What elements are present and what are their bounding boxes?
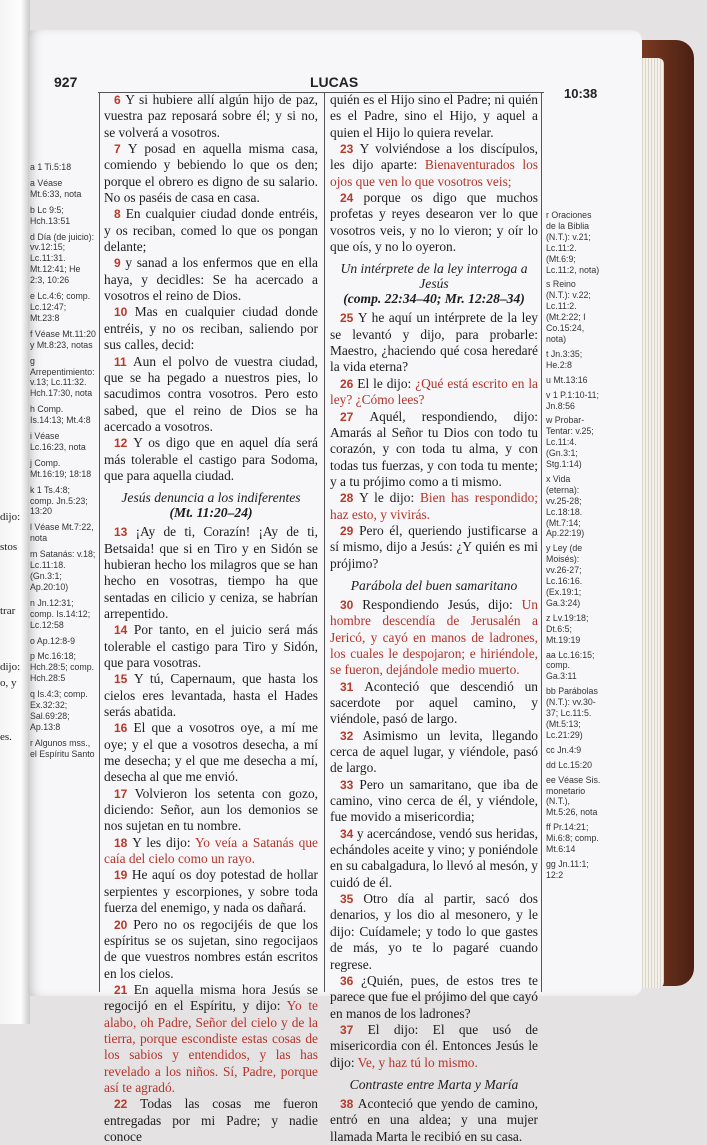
verse (104, 786, 318, 835)
verse-text: y acercándose, vendó sus heridas, echándoles aceite y vino; y poniéndole en su cabalgadura, lo llevó al mesón, y cuidó de él. (330, 825, 538, 890)
verse-text: porque os digo que muchos profetas y reyes desearon ver lo que vosotros veis, y no lo vieron; y oír lo que oís, y no lo oyeron. (330, 190, 539, 255)
verse-text: Aun el polvo de vuestra ciudad, que se ha pegado a nuestros pies, lo sacudimos contra vosotros. Pero esto sabed, que el reino de Dios se ha acercado a vosotros. (104, 353, 318, 434)
verse (104, 92, 318, 141)
cross-reference: aa Lc.16:15; comp. Ga.3:11 (546, 649, 595, 682)
verse (104, 835, 318, 868)
verse (104, 141, 318, 206)
verse-number: 31 (340, 679, 365, 694)
verse-text: Y os digo que en aquel día será más tolerable el castigo para Sodoma, que para aquella ciudad. (104, 435, 318, 483)
narration-text: En aquella misma hora Jesús se regocijó en el Espíritu, y dijo: (104, 981, 318, 1014)
verse-number: 21 (114, 982, 134, 997)
verse-number: 13 (114, 525, 136, 540)
cross-reference: bb Parábolas (N.T.): vv.30-37; Lc.11:5. (Mt.5:13; Lc.21:29) (546, 686, 598, 740)
verse-text: ¿Quién, pues, de estos tres te parece que fue el prójimo del que cayó en manos de los ladrones? (330, 972, 538, 1021)
cross-reference: a 1 Ti.5:18 (30, 162, 72, 172)
verse (330, 310, 538, 375)
verse-text: Y tú, Capernaum, que hasta los cielos eres levantada, hasta el Hades serás abatida. (104, 671, 318, 720)
cross-reference: r Algunos mss., el Espíritu Santo (30, 737, 95, 759)
verse (330, 190, 538, 255)
verse (330, 376, 538, 409)
cross-reference: o Ap.12:8-9 (30, 635, 75, 646)
verse (330, 826, 538, 891)
verse-number: 20 (114, 917, 134, 932)
verse (104, 304, 318, 353)
words-of-jesus: Bien has respondido; haz esto, y vivirás. (330, 490, 538, 522)
cross-reference: z Lv.19:18; Dt.6:5; Mt.19:19 (546, 612, 589, 645)
cross-reference: a Véase Mt.6:33, nota (30, 177, 82, 199)
verse-number: 11 (114, 354, 133, 369)
bible-page (28, 30, 642, 1144)
verse-number: 32 (340, 728, 363, 743)
column-rule (324, 92, 325, 992)
verse-number: 7 (114, 142, 128, 157)
cross-reference: e Lc.4:6; comp. Lc.12:47; Mt.23:8 (30, 291, 91, 323)
verse-number: 35 (340, 892, 364, 907)
verse (104, 867, 318, 916)
verse (330, 891, 538, 973)
verse-number: 14 (114, 623, 134, 638)
narration-text: Y le dijo: (359, 490, 420, 506)
text-column-2 (330, 92, 538, 1145)
verse (104, 354, 318, 436)
section-title: Contraste entre Marta y María (349, 1076, 519, 1092)
verse (104, 720, 318, 785)
cross-reference: cc Jn.4:9 (546, 744, 582, 755)
cross-reference: r Oraciones de la Biblia (N.T.): v.21; Lc.11:2. (Mt.6:9; Lc.11:2, nota) (546, 210, 600, 275)
verse-number: 10 (114, 305, 135, 320)
verse-number: 9 (114, 256, 126, 271)
narration-text: Respondiendo Jesús, dijo: (362, 596, 522, 612)
verse (104, 255, 318, 304)
verse-number: 18 (114, 835, 133, 850)
verse-number: 36 (340, 973, 362, 988)
verse (104, 206, 318, 255)
section-heading (330, 578, 538, 593)
verse-text: Pero un samaritano, que iba de camino, vino cerca de él, y viéndole, fue movido a misericordia; (330, 776, 538, 825)
words-of-jesus: ¿Qué está escrito en la ley? ¿Cómo lees? (330, 375, 538, 408)
facing-text: es. (0, 731, 12, 743)
verse-number: 29 (340, 523, 360, 538)
parallel-reference: (Mt. 11:20–24) (169, 505, 253, 521)
words-of-jesus: Ve, y haz tú lo mismo. (357, 1054, 478, 1070)
cross-reference: k 1 Ts.4:8; comp. Jn.5:23; 13:20 (30, 484, 88, 517)
facing-text: stos (0, 541, 18, 553)
chapter-reference: 10:38 (564, 86, 598, 101)
cross-reference: m Satanás: v.18; Lc.11:18. (Gn.3:1; Ap.20:10) (30, 549, 96, 592)
verse-number: 6 (114, 93, 126, 107)
cross-reference: s Reino (N.T.): v.22; Lc.11:2. (Mt.2:22; I Co.15:24, nota) (546, 279, 591, 344)
verse (330, 777, 538, 826)
cross-reference: f Véase Mt.11:20 y Mt.8:23, notas (30, 328, 96, 350)
cross-reference: x Vida (eterna): vv.25-28; Lc.18:18. (Mt.7:14; Ap.22:19) (546, 473, 585, 539)
verse-text: ¡Ay de ti, Corazín! ¡Ay de ti, Betsaida! que si en Tiro y en Sidón se hubieran hecho los milagros que se han hecho en vosotras, tiempo ha que sentadas en cilicio y ceniza, se habrían arrepentido. (104, 524, 318, 621)
cross-reference: v 1 P.1:10-11; Jn.8:56 (546, 389, 599, 411)
cross-reference: j Comp. Mt.16:19; 18:18 (30, 457, 92, 479)
verse-text: Por tanto, en el juicio será más tolerable el castigo para Tiro y Sidón, que para vosotras. (104, 622, 318, 670)
verse (330, 597, 538, 679)
cross-reference: q Is.4:3; comp. Ex.32:32; Sal.69:28; Ap.13:8 (30, 689, 88, 732)
words-of-jesus: Yo veía a Satanás que caía del cielo como un rayo. (104, 834, 318, 867)
facing-text: dijo: (0, 511, 21, 523)
verse (104, 671, 318, 720)
verse-text: Aquél, respondiendo, dijo: Amarás al Señor tu Dios con todo tu corazón, y con toda tu alma, y con todas tus fuerzas, y con toda tu mente; y a tu prójimo como a ti mismo. (330, 408, 538, 489)
facing-text: trar (0, 605, 16, 617)
verse (104, 435, 318, 484)
cross-reference: l Véase Mt.7:22, nota (30, 522, 94, 544)
verse (104, 982, 318, 1096)
cross-reference: dd Lc.15:20 (546, 759, 592, 770)
verse (330, 973, 538, 1022)
verse-text: y sanad a los enfermos que en ella haya, y decidles: Se ha acercado a vosotros el reino de Dios. (104, 255, 318, 304)
verse (330, 523, 538, 572)
verse-number: 37 (340, 1022, 368, 1037)
narration-text: Y les dijo: (132, 834, 195, 850)
cross-reference: w Probar-Tentar: v.25; Lc.11:4. (Gn.3:1; Stg.1:14) (546, 415, 594, 470)
verse-text: Mas en cualquier ciudad donde entréis, y no os reciban, saliendo por sus calles, decid: (104, 304, 318, 353)
verse-text: Y si hubiere allí algún hijo de paz, vuestra paz reposará sobre él; y si no, se volverá a vosotros. (104, 92, 318, 140)
verse (104, 524, 318, 622)
verse-text: El que a vosotros oye, a mí me oye; y el que a vosotros desecha, a mí me desecha; y el que me desecha a mí, desecha al que me envió. (104, 720, 318, 785)
column-rule (541, 92, 542, 992)
words-of-jesus: Yo te alabo, oh Padre, Señor del cielo y de la tierra, porque escondiste estas cosas de los sabios y entendidos, y las has revelado a los niños. Sí, Padre, porque así te agradó. (104, 998, 318, 1095)
verse-number: 26 (340, 376, 358, 391)
verse (330, 728, 538, 777)
verse-text: Pero no os regocijéis de que los espíritus se os sujetan, sino regocijaos de que vuestros nombres están escritos en los cielos. (104, 916, 318, 981)
verse-number: 15 (114, 672, 135, 687)
verse (104, 1096, 318, 1145)
verse-number: 38 (340, 1096, 358, 1111)
verse-number: 8 (114, 207, 126, 222)
section-heading (330, 1077, 538, 1092)
section-heading (104, 490, 318, 520)
text-column-1 (104, 92, 318, 1145)
verse-number: 33 (340, 777, 360, 792)
verse (330, 1096, 538, 1145)
cross-reference: ee Véase Sis. monetario (N.T.), Mt.5:26, nota (546, 774, 601, 818)
verse-text: Volvieron los setenta con gozo, diciendo: Señor, aun los demonios se nos sujetan en tu nombre. (104, 785, 318, 834)
cross-reference: d Día (de juicio): vv.12:15; Lc.11:31. Mt.12:41; He 2:3, 10:26 (30, 231, 95, 286)
verse-text: Todas las cosas me fueron entregadas por mi Padre; y nadie conoce (104, 1096, 318, 1144)
book-title: LUCAS (310, 74, 359, 90)
section-title: Parábola del buen samaritano (350, 577, 518, 593)
facing-text: o, y (0, 677, 17, 689)
verse-number: 12 (114, 436, 134, 451)
verse-number: 25 (340, 311, 358, 326)
cross-reference: h Comp. Is.14:13; Mt.4:8 (30, 404, 91, 426)
verse-number: 28 (340, 491, 360, 506)
narration-text: El dijo: El que usó de misericordia con él. Entonces Jesús le dijo: (330, 1021, 538, 1070)
verse-text: Aconteció que descendió un sacerdote por aquel camino, y viéndole, pasó de largo. (330, 678, 539, 727)
verse-text: Pero él, queriendo justificarse a sí mismo, dijo a Jesús: ¿Y quién es mi prójimo? (330, 522, 538, 571)
verse (330, 679, 538, 728)
cross-reference: g Arrepentimiento: v.13; Lc.11:32. Hch.17:30, nota (30, 355, 95, 399)
verse-text: Y he aquí un intérprete de la ley se levantó y dijo, para probarle: Maestro, ¿haciendo qué cosa heredaré la vida eterna? (330, 310, 538, 375)
verse-number: 16 (114, 721, 134, 736)
facing-page-edge (0, 0, 30, 1024)
cross-reference: ff Pr.14:21; Mi.6:8; comp. Mt.6:14 (546, 822, 599, 855)
section-title: Un intérprete de la ley interroga a Jesús (340, 261, 528, 292)
cross-reference: p Mc.16:18; Hch.28:5; comp. Hch.28:5 (30, 651, 95, 684)
verse-text: En cualquier ciudad donde entréis, y os reciban, comed lo que os pongan delante; (104, 206, 318, 255)
parallel-reference: (comp. 22:34–40; Mr. 12:28–34) (343, 291, 525, 307)
words-of-jesus: Bienaventurados los ojos que ven lo que vosotros veis; (330, 157, 538, 189)
cross-reference: u Mt.13:16 (546, 374, 588, 385)
words-of-jesus: Un hombre descendía de Jerusalén a Jericó, y cayó en manos de ladrones, los cuales le despojaron; e hiriéndole, se fueron, dejándole medio muerto. (330, 596, 538, 678)
verse-text: quién es el Hijo sino el Padre; ni quién es el Padre, sino el Hijo, y aquel a quien el Hijo lo quiera revelar. (330, 92, 538, 140)
cross-reference: y Ley (de Moisés): vv.26-27; Lc.16:16. (Ex.19:1; Ga.3:24) (546, 543, 583, 608)
section-title: Jesús denuncia a los indiferentes (121, 490, 301, 506)
verse-number: 22 (114, 1097, 141, 1112)
verse-text: Y posad en aquella misma casa, comiendo y bebiendo lo que os den; porque el obrero es digno de su salario. No os paséis de casa en casa. (104, 141, 318, 206)
verse-number: 34 (340, 826, 357, 841)
verse-number: 27 (340, 409, 370, 424)
verse (330, 1022, 538, 1071)
verse-text: Asimismo un levita, llegando cerca de aquel lugar, y viéndole, pasó de largo. (330, 727, 538, 776)
narration-text: El le dijo: (357, 375, 416, 391)
cross-reference: n Jn.12:31; comp. Is.14:12; Lc.12:58 (30, 597, 91, 630)
verse (330, 141, 538, 190)
cross-reference: gg Jn.11:1; 12:2 (546, 858, 589, 880)
narration-text: Y volviéndose a los discípulos, les dijo aparte: (330, 141, 539, 173)
page-number: 927 (54, 74, 78, 90)
cross-reference: t Jn.3:35; He.2:8 (546, 348, 583, 370)
verse-text: He aquí os doy potestad de hollar serpientes y escorpiones, y sobre toda fuerza del enemigo, y nada os dañará. (104, 867, 318, 916)
verse-number: 17 (114, 786, 135, 801)
verse-number: 19 (114, 868, 132, 883)
section-heading (330, 261, 538, 306)
cross-reference: i Véase Lc.16:23, nota (30, 431, 86, 452)
verse (330, 92, 538, 141)
verse-text: Aconteció que yendo de camino, entró en una aldea; y una mujer llamada Marta le recibió en su casa. (330, 1095, 538, 1144)
verse-number: 24 (340, 191, 364, 206)
cross-reference: b Lc 9:5; Hch.13:51 (30, 204, 71, 226)
right-cross-references (546, 210, 602, 885)
verse (104, 622, 318, 671)
facing-text: dijo: (0, 661, 21, 673)
verse (330, 409, 538, 491)
verse-number: 23 (340, 142, 360, 157)
column-rule (99, 92, 100, 992)
verse-text: Otro día al partir, sacó dos denarios, y los dio al mesonero, y le dijo: Cuídamele; y todo lo que gastes de más, yo te lo pagaré cuando regrese. (330, 891, 539, 972)
verse-number: 30 (340, 597, 363, 612)
verse (104, 917, 318, 982)
left-cross-references (30, 162, 96, 765)
verse (330, 490, 538, 523)
